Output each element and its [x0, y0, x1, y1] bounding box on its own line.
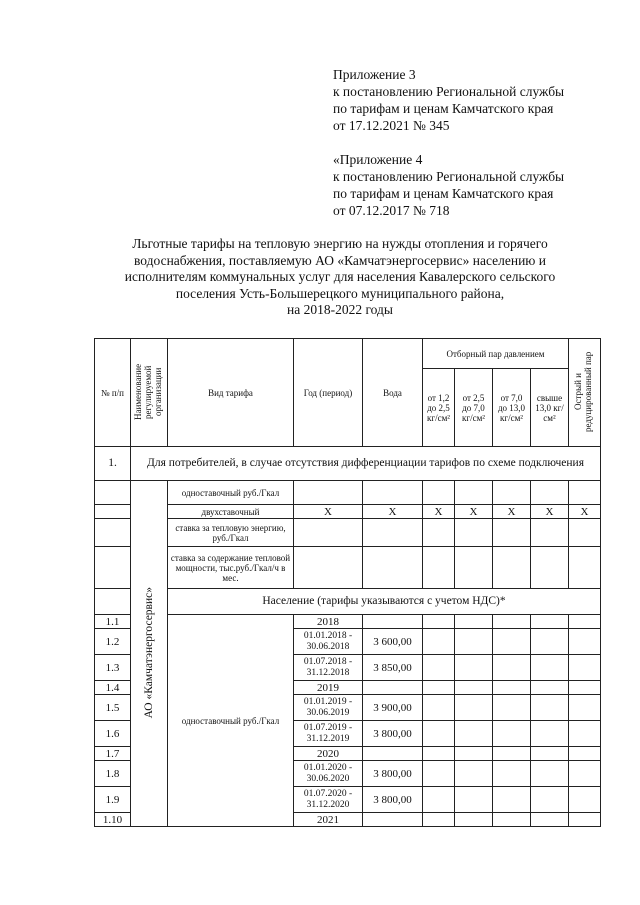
- cell: [531, 681, 569, 695]
- row-value: 3 800,00: [363, 761, 423, 787]
- cell: [569, 615, 601, 629]
- row-value: [363, 747, 423, 761]
- appendix-line: Приложение 3: [333, 67, 416, 82]
- x-mark: Х: [531, 505, 569, 519]
- cell: [531, 787, 569, 813]
- row-value: 3 600,00: [363, 629, 423, 655]
- cell: [455, 787, 493, 813]
- tariff-table: [94, 338, 601, 827]
- cell: [569, 629, 601, 655]
- row-value: 3 800,00: [363, 721, 423, 747]
- cell: [531, 481, 569, 505]
- cell: [294, 547, 363, 589]
- row-period: 2020: [294, 747, 363, 761]
- row-value: 3 850,00: [363, 655, 423, 681]
- cell: [455, 547, 493, 589]
- cell: [455, 721, 493, 747]
- appendix-line: к постановлению Региональной службы: [333, 169, 565, 184]
- section-title: Для потребителей, в случае отсутствия дифференциации тарифов по схеме подключения: [131, 447, 601, 481]
- appendix-line: от 17.12.2021 № 345: [333, 118, 450, 133]
- row-num: 1.5: [95, 695, 131, 721]
- cell: [95, 505, 131, 519]
- cell: [569, 519, 601, 547]
- row-rate-capacity: ставка за содержание тепловой мощности, тыс.руб./Гкал/ч в мес.: [168, 547, 294, 589]
- cell: [455, 629, 493, 655]
- row-num: 1.2: [95, 629, 131, 655]
- cell: [423, 629, 455, 655]
- org-name: АО «Камчатэнергосервис»: [143, 586, 155, 719]
- appendix-line: «Приложение 4: [333, 152, 423, 167]
- cell: [493, 481, 531, 505]
- cell: [455, 747, 493, 761]
- appendix-line: по тарифам и ценам Камчатского края: [333, 186, 554, 201]
- cell: [569, 721, 601, 747]
- row-period: 2019: [294, 681, 363, 695]
- row-num: 1.3: [95, 655, 131, 681]
- row-num: 1.8: [95, 761, 131, 787]
- cell: [493, 747, 531, 761]
- row-period: 01.01.2019 - 30.06.2019: [294, 695, 363, 721]
- row-period: 01.07.2020 - 31.12.2020: [294, 787, 363, 813]
- appendix-current-header: [333, 66, 564, 134]
- cell: [493, 681, 531, 695]
- header-steam-2: от 2,5 до 7,0 кг/см²: [455, 369, 493, 447]
- cell: [423, 615, 455, 629]
- cell: [294, 519, 363, 547]
- cell: [493, 655, 531, 681]
- cell: [493, 519, 531, 547]
- row-num: 1.9: [95, 787, 131, 813]
- cell: [569, 695, 601, 721]
- header-org-text: Наименование регулируемой организации: [133, 363, 163, 420]
- cell: [493, 813, 531, 827]
- row-double-rate: двухставочный: [168, 505, 294, 519]
- cell: [455, 681, 493, 695]
- header-water: Вода: [363, 339, 423, 447]
- cell: [531, 519, 569, 547]
- cell: [423, 519, 455, 547]
- cell: [493, 695, 531, 721]
- cell: [531, 655, 569, 681]
- row-num: 1.10: [95, 813, 131, 827]
- row-value: [363, 813, 423, 827]
- x-mark: Х: [363, 505, 423, 519]
- cell: [423, 721, 455, 747]
- cell: [569, 547, 601, 589]
- row-period: 01.07.2019 - 31.12.2019: [294, 721, 363, 747]
- title-line: исполнителям коммунальных услуг для населения Кавалерского сельского: [124, 269, 556, 284]
- cell: [294, 481, 363, 505]
- header-num: № п/п: [95, 339, 131, 447]
- cell: [493, 721, 531, 747]
- cell: [363, 547, 423, 589]
- cell: [569, 747, 601, 761]
- cell: [423, 787, 455, 813]
- header-steam-4: свыше 13,0 кг/см²: [531, 369, 569, 447]
- header-steam-3: от 7,0 до 13,0 кг/см²: [493, 369, 531, 447]
- cell: [569, 787, 601, 813]
- cell: [455, 813, 493, 827]
- header-sharp-text: Острый и редуцированный пар: [572, 351, 593, 432]
- appendix-line: по тарифам и ценам Камчатского края: [333, 101, 554, 116]
- x-mark: Х: [423, 505, 455, 519]
- cell: [531, 721, 569, 747]
- title-line: на 2018-2022 годы: [287, 302, 393, 317]
- org-cell: [131, 481, 168, 827]
- header-year: Год (период): [294, 339, 363, 447]
- cell: [531, 547, 569, 589]
- cell: [95, 589, 131, 615]
- cell: [455, 481, 493, 505]
- cell: [95, 519, 131, 547]
- row-value: [363, 615, 423, 629]
- cell: [493, 761, 531, 787]
- appendix-line: от 07.12.2017 № 718: [333, 203, 450, 218]
- cell: [455, 615, 493, 629]
- cell: [493, 629, 531, 655]
- cell: [455, 761, 493, 787]
- cell: [531, 813, 569, 827]
- x-mark: Х: [294, 505, 363, 519]
- title-line: Льготные тарифы на тепловую энергию на нужды отопления и горячего: [132, 236, 548, 251]
- appendix-line: к постановлению Региональной службы: [333, 84, 565, 99]
- header-tariff-type: Вид тарифа: [168, 339, 294, 447]
- header-steam-1: от 1,2 до 2,5 кг/см²: [423, 369, 455, 447]
- cell: [455, 695, 493, 721]
- cell: [363, 481, 423, 505]
- cell: [569, 813, 601, 827]
- cell: [423, 761, 455, 787]
- cell: [423, 481, 455, 505]
- row-num: 1.1: [95, 615, 131, 629]
- population-tariff-type: одноставочный руб./Гкал: [168, 615, 294, 827]
- header-org: [131, 339, 168, 447]
- cell: [423, 655, 455, 681]
- cell: [423, 747, 455, 761]
- row-value: 3 800,00: [363, 787, 423, 813]
- row-num: 1.4: [95, 681, 131, 695]
- cell: [531, 761, 569, 787]
- appendix-previous-header: [333, 151, 564, 219]
- cell: [493, 615, 531, 629]
- cell: [363, 519, 423, 547]
- cell: [455, 519, 493, 547]
- cell: [423, 813, 455, 827]
- x-mark: Х: [455, 505, 493, 519]
- population-section-title: Население (тарифы указываются с учетом НДС)*: [168, 589, 601, 615]
- row-single-rate: одноставочный руб./Гкал: [168, 481, 294, 505]
- row-period: 01.01.2020 - 30.06.2020: [294, 761, 363, 787]
- cell: [493, 547, 531, 589]
- cell: [493, 787, 531, 813]
- row-rate-energy: ставка за тепловую энергию, руб./Гкал: [168, 519, 294, 547]
- section-num: 1.: [95, 447, 131, 481]
- row-period: 01.07.2018 - 31.12.2018: [294, 655, 363, 681]
- row-value: 3 900,00: [363, 695, 423, 721]
- cell: [569, 761, 601, 787]
- cell: [569, 481, 601, 505]
- document-title: [60, 236, 620, 319]
- x-mark: Х: [493, 505, 531, 519]
- cell: [531, 629, 569, 655]
- row-period: 01.01.2018 - 30.06.2018: [294, 629, 363, 655]
- cell: [423, 695, 455, 721]
- header-sharp-steam: [569, 339, 601, 447]
- title-line: водоснабжения, поставляемую АО «Камчатэнергосервис» населению и: [133, 252, 546, 268]
- cell: [95, 547, 131, 589]
- row-value: [363, 681, 423, 695]
- cell: [455, 655, 493, 681]
- cell: [95, 481, 131, 505]
- cell: [569, 681, 601, 695]
- cell: [423, 681, 455, 695]
- row-num: 1.7: [95, 747, 131, 761]
- header-steam-group: Отборный пар давлением: [423, 339, 569, 369]
- row-period: 2021: [294, 813, 363, 827]
- cell: [569, 655, 601, 681]
- cell: [531, 747, 569, 761]
- cell: [531, 695, 569, 721]
- cell: [531, 615, 569, 629]
- title-line: поселения Усть-Большерецкого муниципального района,: [175, 285, 505, 301]
- x-mark: Х: [569, 505, 601, 519]
- row-num: 1.6: [95, 721, 131, 747]
- row-period: 2018: [294, 615, 363, 629]
- cell: [423, 547, 455, 589]
